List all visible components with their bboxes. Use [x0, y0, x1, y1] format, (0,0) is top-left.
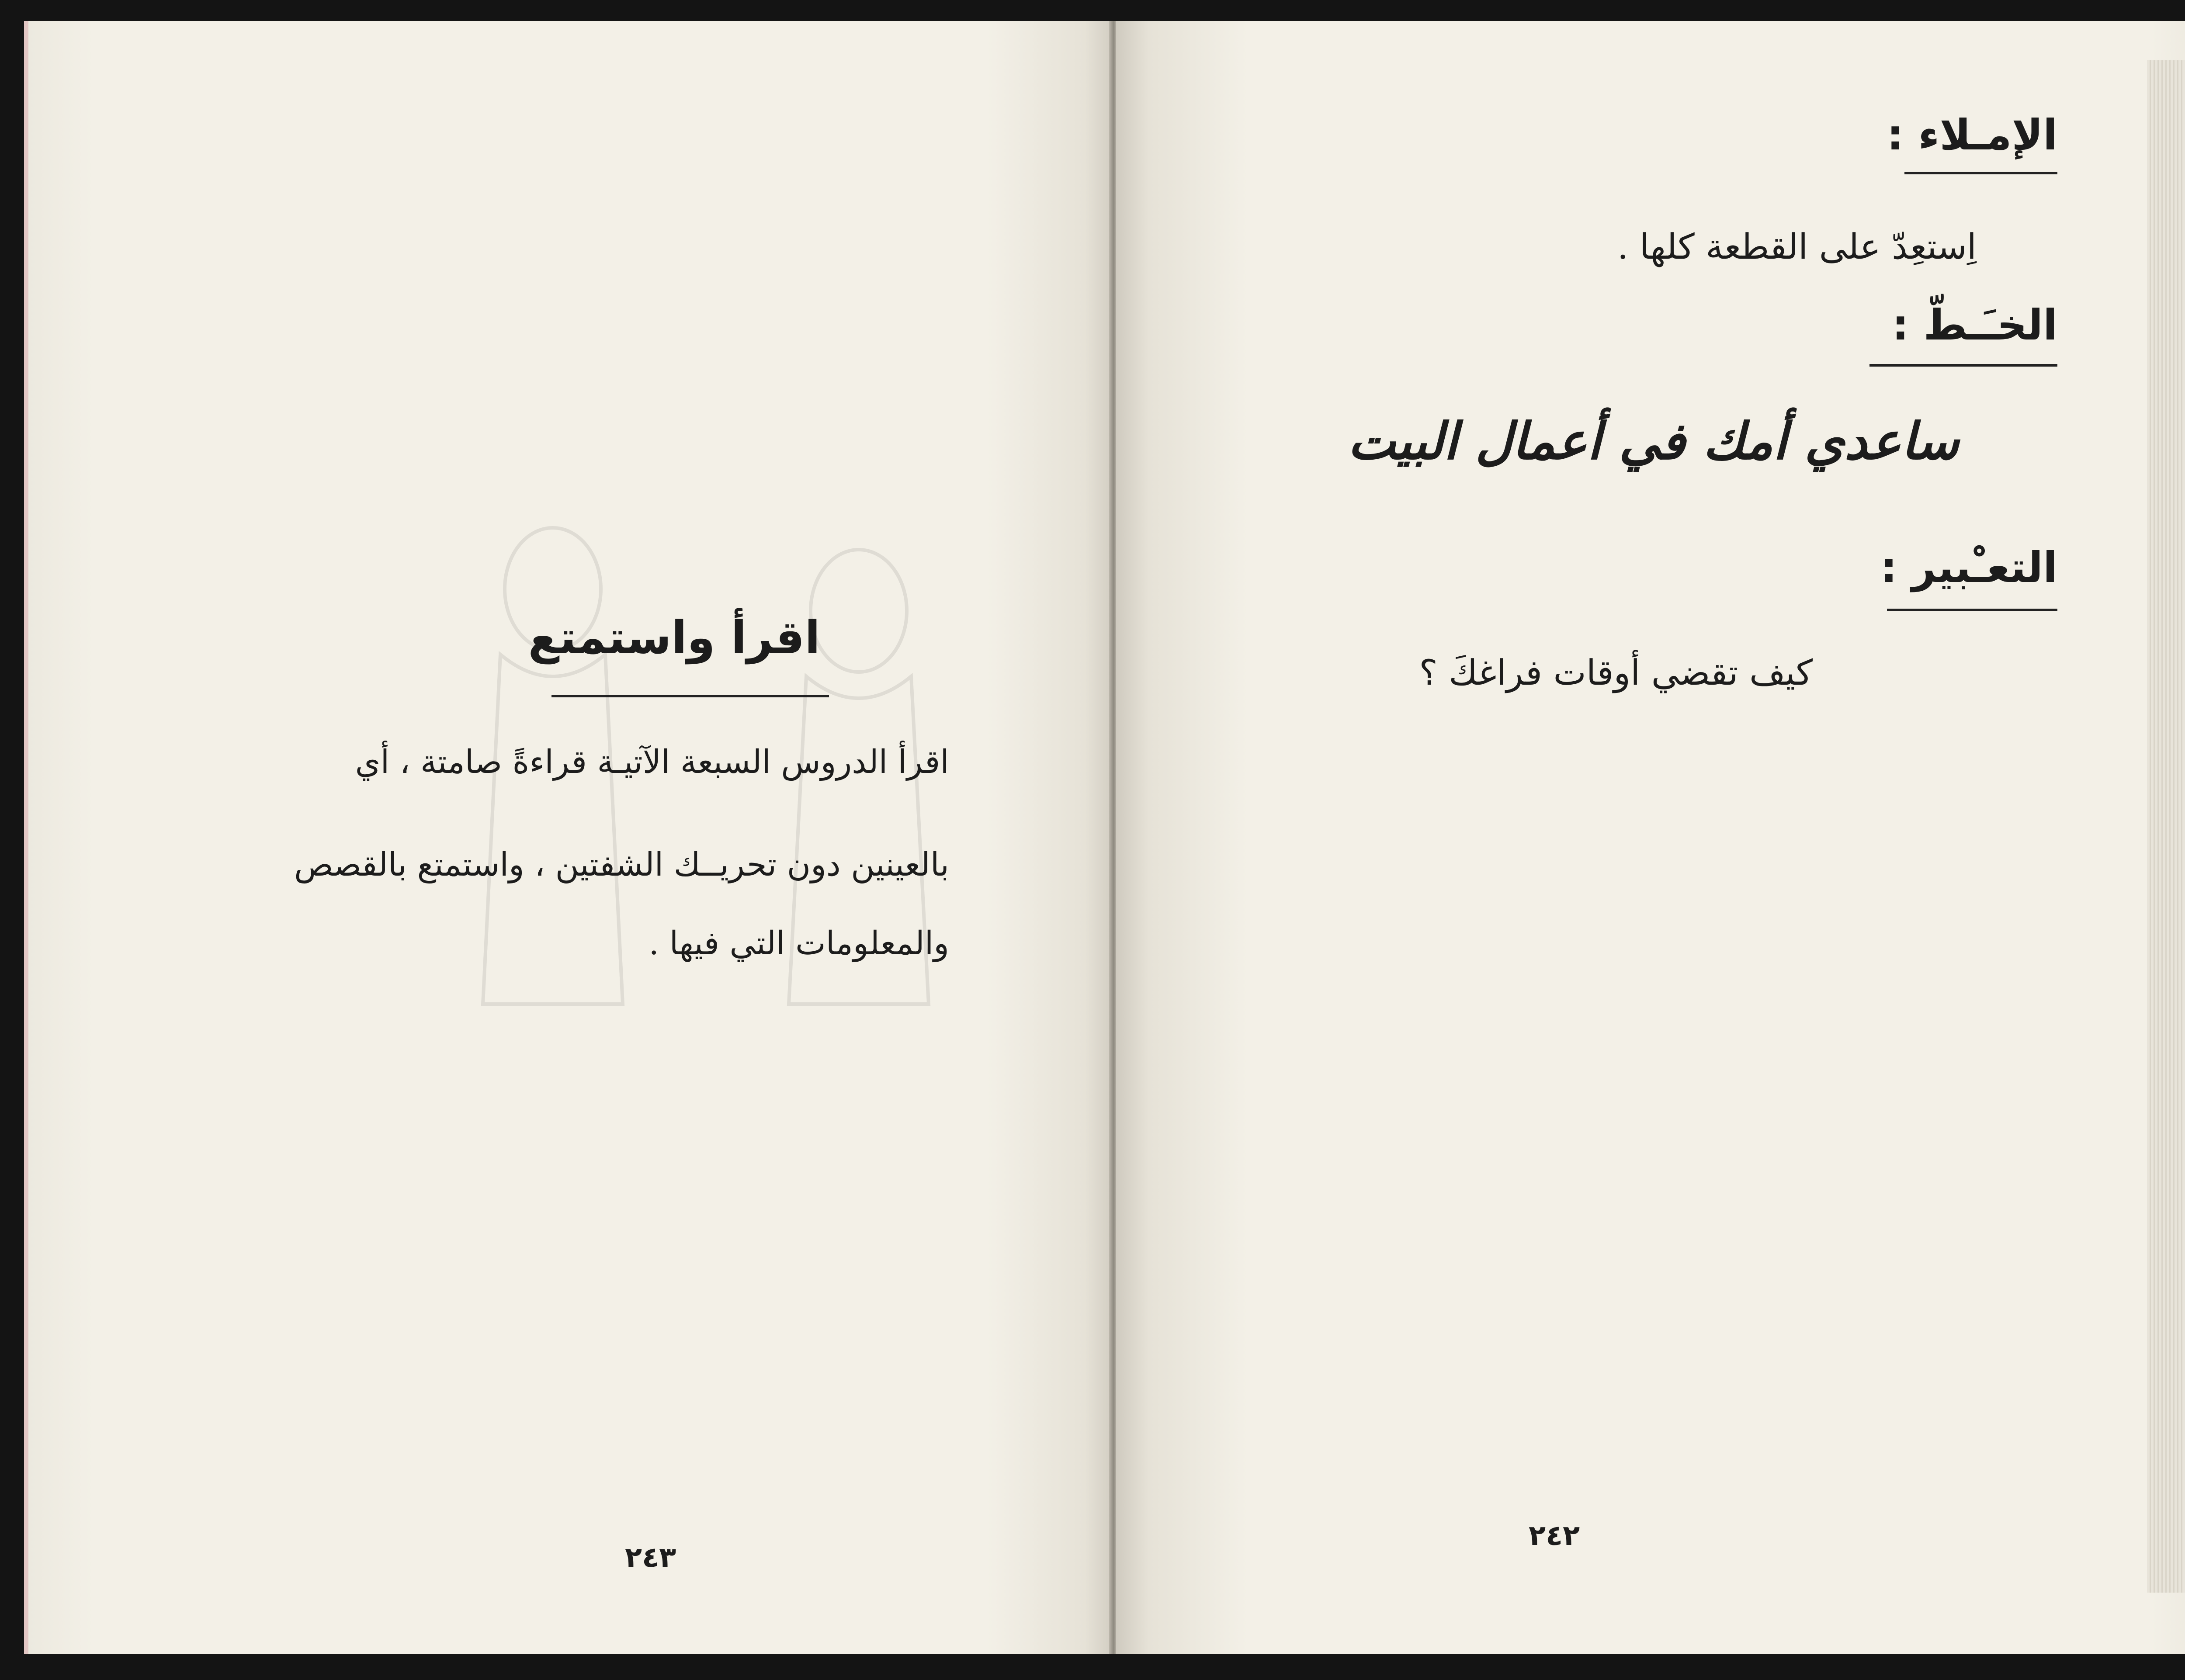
page-title: اقرأ واستمتع — [528, 611, 820, 664]
page-edges — [2147, 60, 2185, 1593]
expression-underline — [1887, 609, 2057, 611]
dictation-heading: الإمـلاء : — [1887, 111, 2057, 159]
left-page — [24, 21, 1117, 1654]
handwriting-heading: الخـَـطّ : — [1892, 301, 2057, 350]
paragraph-line-1: اقرأ الدروس السبعة الآتيـة قراءةً صامتة ، أي — [355, 743, 949, 781]
handwriting-sample: ساعدي أمك في أعمال البيت — [1348, 412, 1959, 471]
dictation-text: اِستعِدّ على القطعة كلها . — [1617, 226, 1977, 267]
right-page — [1116, 21, 2185, 1654]
paragraph-line-3: والمعلومات التي فيها . — [649, 925, 949, 962]
title-underline — [551, 695, 829, 697]
expression-question: كيف تقضي أوقات فراغكَ ؟ — [1419, 652, 1813, 693]
handwriting-underline — [1869, 364, 2057, 367]
paragraph-line-2: بالعينين دون تحريــك الشفتين ، واستمتع بالقصص — [294, 846, 949, 883]
page-number: ٢٤٣ — [625, 1541, 676, 1574]
page-number: ٢٤٢ — [1529, 1520, 1580, 1552]
dictation-underline — [1904, 172, 2057, 174]
expression-heading: التعـْبير : — [1880, 543, 2057, 592]
